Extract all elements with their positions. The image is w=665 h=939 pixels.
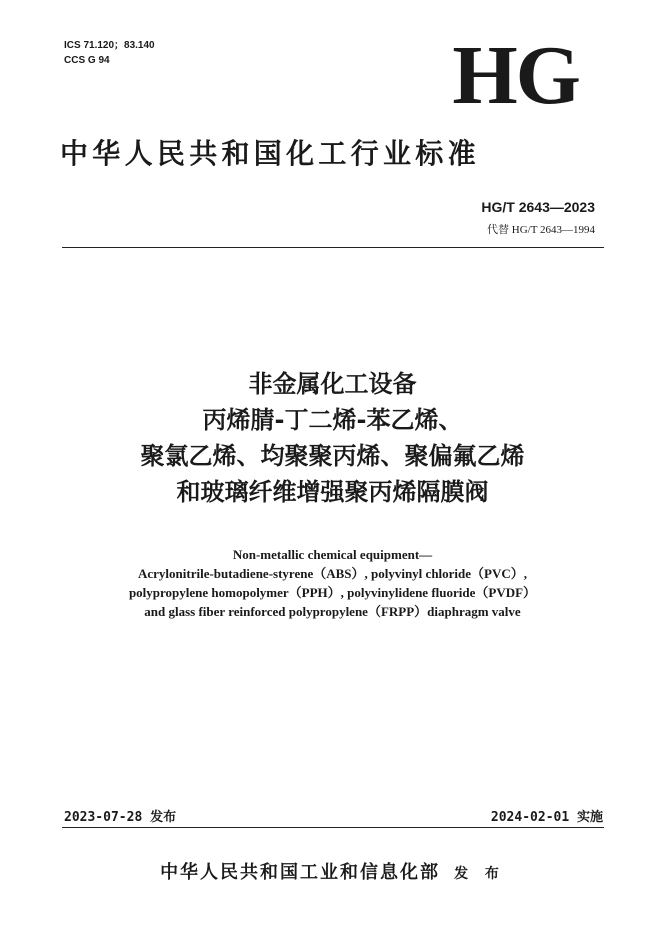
english-title-line: and glass fiber reinforced polypropylene（FRPP）diaphragm valve	[144, 604, 521, 619]
issuing-authority	[0, 858, 665, 884]
footer-divider	[62, 827, 604, 828]
header-divider	[62, 247, 604, 248]
implementation-date: 2024-02-01 实施	[490, 810, 603, 825]
ics-code: ICS 71.120；83.140	[64, 40, 155, 51]
english-title-line: Non-metallic chemical equipment—	[232, 547, 433, 562]
chinese-title-line: 和玻璃纤维增强聚丙烯隔膜阀	[176, 478, 489, 506]
issuer-name: 中华人民共和国工业和信息化部	[160, 862, 441, 883]
issuer-suffix: 发 布	[454, 866, 505, 882]
english-title-line: polypropylene homopolymer（PPH）, polyvinylidene fluoride（PVDF）	[128, 585, 537, 600]
classification-codes	[64, 38, 155, 68]
replaced-standard: 代替 HG/T 2643—1994	[487, 224, 595, 236]
english-title-line: Acrylonitrile-butadiene-styrene（ABS）, polyvinyl chloride（PVC）,	[137, 566, 528, 581]
chinese-title	[0, 366, 665, 510]
standard-category-title: 中华人民共和国化工行业标准	[60, 137, 480, 170]
english-title	[0, 545, 665, 621]
ccs-code: CCS G 94	[64, 55, 110, 66]
issue-date: 2023-07-28 发布	[64, 810, 177, 825]
chinese-title-line: 丙烯腈-丁二烯-苯乙烯、	[202, 406, 463, 434]
hg-logo: HG	[452, 29, 579, 122]
chinese-title-line: 聚氯乙烯、均聚聚丙烯、聚偏氟乙烯	[140, 442, 525, 470]
chinese-title-line: 非金属化工设备	[248, 370, 417, 398]
standard-number: HG/T 2643—2023	[481, 199, 595, 215]
